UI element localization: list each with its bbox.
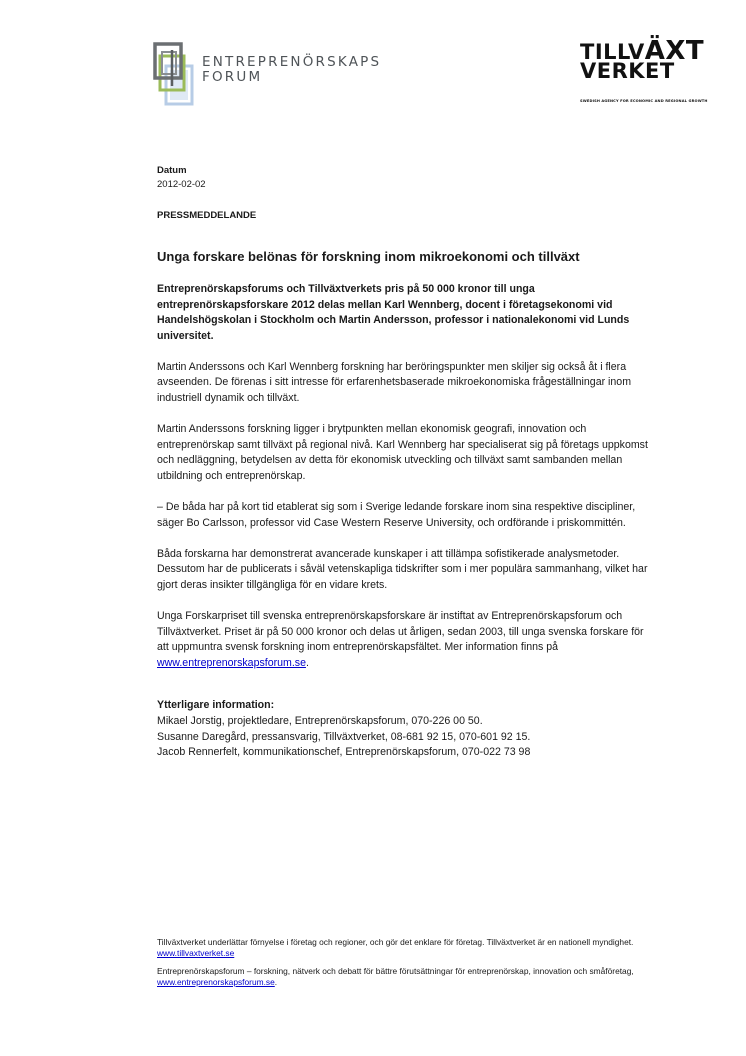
tillvaxtverket-link[interactable]: www.tillvaxtverket.se [157, 947, 235, 958]
headline: Unga forskare belönas för forskning inom mikroekonomi och tillväxt [157, 249, 580, 264]
contact-line: Jacob Rennerfelt, kommunikationschef, Entreprenörskapsforum, 070-022 73 98 [157, 746, 531, 759]
footer-tillvaxtverket-text: Tillväxtverket underlättar förnyelse i företag och regioner, och gör det enklare för företag. Tillväxtverket är en nationell myndighet. [157, 937, 634, 947]
press-release-body [157, 165, 657, 761]
footer-entreprenorskapsforum-link[interactable]: www.entreprenorskapsforum.se [157, 976, 275, 987]
ef-logo-line1: ENTREPRENÖRSKAPS [202, 54, 382, 70]
entreprenorskapsforum-mark-icon [150, 40, 202, 108]
footer-tillvaxtverket [157, 937, 647, 958]
footer-entreprenorskapsforum [157, 966, 647, 987]
entreprenorskapsforum-logo [150, 40, 390, 110]
footer-end: . [274, 976, 278, 987]
paragraph-4: Båda forskarna har demonstrerat avancerade kunskaper i att tillämpa sofistikerade analysmetoder. Dessutom har de publicerats i såväl vetenskapliga tidskrifter som i mer populära sammanhang, vilket har gjort deras insikter tillgängliga för en vidare krets. [157, 547, 648, 591]
paragraph-5-end: . [305, 656, 309, 669]
entreprenorskapsforum-link[interactable]: www.entreprenorskapsforum.se [157, 656, 306, 669]
ef-logo-line2: FORUM [202, 69, 263, 85]
contact-line: Mikael Jorstig, projektledare, Entreprenörskapsforum, 070-226 00 50. [157, 714, 483, 727]
paragraph-2: Martin Anderssons forskning ligger i brytpunkten mellan ekonomisk geografi, innovation och entreprenörskap samt tillväxt på regional nivå. Karl Wennberg har specialiserat sig på företags uppkomst och nedläggning, betydelsen av detta för ekonomisk utveckling och tillväxt samt sambanden mellan utbildning och entreprenörskap. [157, 423, 648, 482]
tv-logo-line2: VERKET [580, 59, 675, 83]
paragraph-3-quote: – De båda har på kort tid etablerat sig som i Sverige ledande forskare inom sina respektive discipliner, säger Bo Carlsson, professor vid Case Western Reserve University, och ordförande i priskommittén. [157, 501, 636, 529]
contact-line: Susanne Daregård, pressansvarig, Tillväxtverket, 08-681 92 15, 070-601 92 15. [157, 730, 531, 743]
tv-logo-subtitle: SWEDISH AGENCY FOR ECONOMIC AND REGIONAL GROWTH [580, 99, 708, 103]
tillvaxtverket-logo [580, 36, 710, 112]
document-type: PRESSMEDDELANDE [157, 210, 257, 221]
paragraph-1: Martin Anderssons och Karl Wennberg forskning har beröringspunkter men skiljer sig också åt i flera avseenden. De förenas i sitt intresse för erfarenhetsbaserade mikroekonomiska frågeställningar inom industriell dynamik och tillväxt. [157, 360, 632, 405]
contact-heading: Ytterligare information: [157, 699, 275, 712]
tv-logo-line1-a: TILLV [580, 40, 645, 64]
paragraph-5-text: Unga Forskarpriset till svenska entreprenörskapsforskare är instiftat av Entreprenörskapsforum och Tillväxtverket. Priset är på 50 000 kronor och delas ut årligen, sedan 2003, till unga svenska forskare för att uppmuntra svensk forskning inom entreprenörskapsfältet. Mer information finns på [157, 610, 644, 654]
footer-entreprenorskapsforum-text: Entreprenörskapsforum – forskning, nätverk och debatt för bättre förutsättningar för entreprenörskap, innovation och småföretag, [157, 966, 634, 976]
date-label: Datum [157, 165, 187, 176]
date-value: 2012-02-02 [157, 179, 206, 190]
footer [157, 937, 647, 995]
paragraph-5 [157, 609, 657, 671]
lead-paragraph: Entreprenörskapsforums och Tillväxtverkets pris på 50 000 kronor till unga entreprenörskapsforskare 2012 delas mellan Karl Wennberg, docent i företagsekonomi vid Handelshögskolan i Stockholm och Martin Andersson, professor i nationalekonomi vid Lunds universitet. [157, 283, 630, 342]
tv-logo-line1-b: ÄXT [644, 36, 705, 66]
